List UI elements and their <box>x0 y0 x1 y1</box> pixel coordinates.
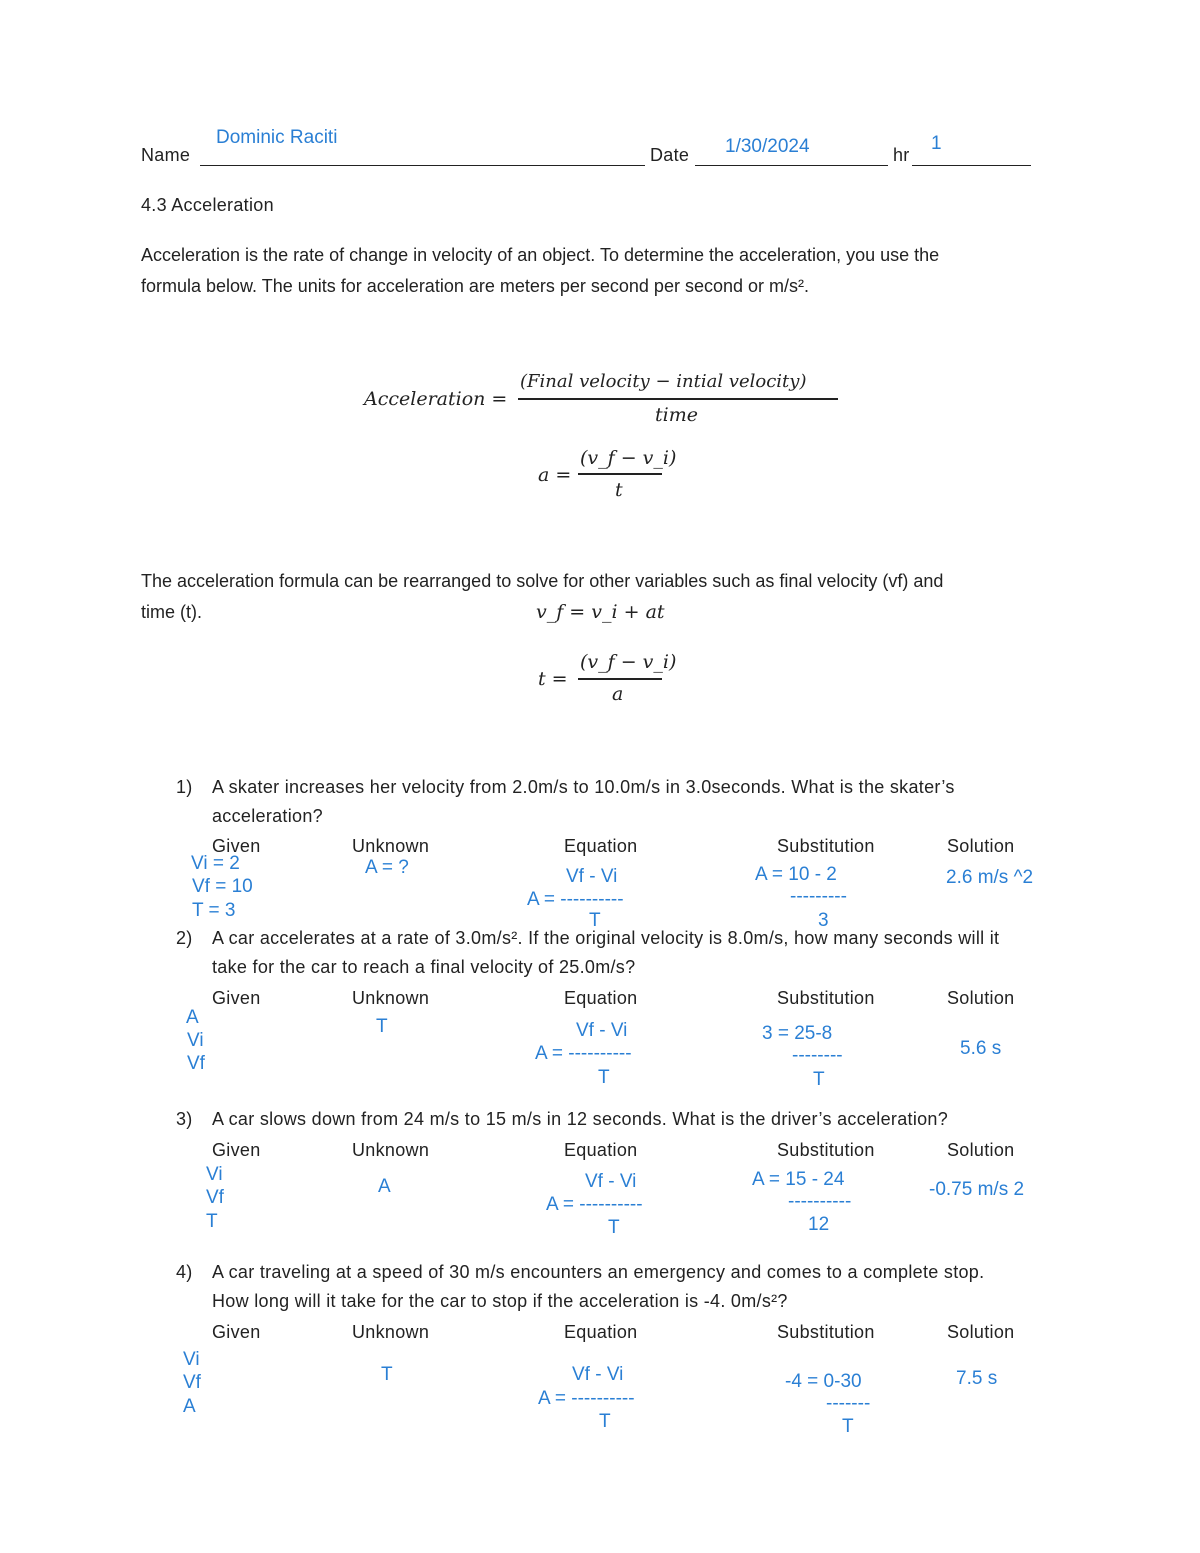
substitution-numerator[interactable]: A = 15 - 24 <box>752 1169 845 1190</box>
column-header-solution: Solution <box>947 1322 1015 1342</box>
formula-t-numerator: (v_f − v_i) <box>580 651 677 673</box>
problem-number: 4) <box>176 1262 193 1282</box>
substitution-fraction-line[interactable]: --------- <box>790 886 847 907</box>
substitution-fraction-line[interactable]: -------- <box>792 1045 843 1066</box>
problem-number: 2) <box>176 928 193 948</box>
problem-text-line: take for the car to reach a final velocity of 25.0m/s? <box>212 957 636 977</box>
equation-denominator[interactable]: T <box>598 1067 610 1088</box>
substitution-numerator[interactable]: 3 = 25-8 <box>762 1023 833 1044</box>
problem-text-line: A car accelerates at a rate of 3.0m/s². If the original velocity is 8.0m/s, how many seconds will it <box>212 928 1000 948</box>
problem-text-line: A car slows down from 24 m/s to 15 m/s in 12 seconds. What is the driver’s acceleration? <box>212 1109 949 1129</box>
formula-t-denominator: a <box>612 683 624 705</box>
problem-text-line: A skater increases her velocity from 2.0m/s to 10.0m/s in 3.0seconds. What is the skater’s <box>212 777 955 797</box>
rearrange-line-2: time (t). <box>141 602 202 622</box>
formula-a-lhs: a = <box>538 464 572 486</box>
hr-underline <box>912 165 1031 166</box>
column-header-substitution: Substitution <box>777 1140 875 1160</box>
substitution-fraction-line[interactable]: ------- <box>826 1393 871 1414</box>
unknown-entry[interactable]: T <box>376 1016 388 1037</box>
equation-lhs[interactable]: A = ---------- <box>546 1194 643 1215</box>
intro-line-2: formula below. The units for acceleration are meters per second per second or m/s². <box>141 276 809 296</box>
problem-text-line: How long will it take for the car to stop if the acceleration is -4. 0m/s²? <box>212 1291 788 1311</box>
given-entry[interactable]: A <box>186 1007 199 1028</box>
column-header-unknown: Unknown <box>352 836 430 856</box>
column-header-unknown: Unknown <box>352 1322 430 1342</box>
given-entry[interactable]: Vi <box>183 1349 200 1370</box>
substitution-denominator[interactable]: 3 <box>818 910 829 931</box>
column-header-substitution: Substitution <box>777 836 875 856</box>
column-header-given: Given <box>212 1140 261 1160</box>
column-header-given: Given <box>212 988 261 1008</box>
formula-t-lhs: t = <box>538 668 568 690</box>
column-header-equation: Equation <box>564 1140 638 1160</box>
unknown-entry[interactable]: A <box>378 1176 391 1197</box>
substitution-denominator[interactable]: T <box>813 1069 825 1090</box>
equation-denominator[interactable]: T <box>589 910 601 931</box>
solution-entry[interactable]: 7.5 s <box>956 1368 998 1389</box>
formula-a-numerator: (v_f − v_i) <box>580 447 677 469</box>
column-header-substitution: Substitution <box>777 1322 875 1342</box>
equation-denominator[interactable]: T <box>608 1217 620 1238</box>
problem-text-line: acceleration? <box>212 806 323 826</box>
formula-t-fraction-bar <box>578 678 662 680</box>
unknown-entry[interactable]: T <box>381 1364 393 1385</box>
equation-denominator[interactable]: T <box>599 1411 611 1432</box>
equation-numerator[interactable]: Vf - Vi <box>572 1364 624 1385</box>
column-header-solution: Solution <box>947 988 1015 1008</box>
column-header-equation: Equation <box>564 988 638 1008</box>
given-entry[interactable]: Vf <box>187 1053 205 1074</box>
substitution-numerator[interactable]: -4 = 0-30 <box>785 1371 862 1392</box>
name-field[interactable]: Dominic Raciti <box>216 127 338 148</box>
column-header-equation: Equation <box>564 1322 638 1342</box>
given-entry[interactable]: T = 3 <box>192 900 236 921</box>
formula-acceleration-numerator: (Final velocity − intial velocity) <box>520 371 807 392</box>
given-entry[interactable]: Vi <box>206 1164 223 1185</box>
given-entry[interactable]: Vi = 2 <box>191 853 240 874</box>
formula-a-denominator: t <box>615 479 623 501</box>
column-header-solution: Solution <box>947 836 1015 856</box>
date-underline <box>695 165 888 166</box>
column-header-given: Given <box>212 1322 261 1342</box>
formula-acceleration-denominator: time <box>655 404 698 426</box>
solution-entry[interactable]: 5.6 s <box>960 1038 1002 1059</box>
column-header-given: Given <box>212 836 261 856</box>
equation-numerator[interactable]: Vf - Vi <box>576 1020 628 1041</box>
substitution-denominator[interactable]: 12 <box>808 1214 830 1235</box>
column-header-solution: Solution <box>947 1140 1015 1160</box>
section-title: 4.3 Acceleration <box>141 195 274 215</box>
problem-text-line: A car traveling at a speed of 30 m/s encounters an emergency and comes to a complete stop. <box>212 1262 985 1282</box>
unknown-entry[interactable]: A = ? <box>365 857 409 878</box>
equation-numerator[interactable]: Vf - Vi <box>585 1171 637 1192</box>
name-label: Name <box>141 145 191 165</box>
hr-label: hr <box>893 145 910 165</box>
date-field[interactable]: 1/30/2024 <box>725 136 810 157</box>
solution-entry[interactable]: -0.75 m/s 2 <box>929 1179 1025 1200</box>
substitution-fraction-line[interactable]: ---------- <box>788 1191 852 1212</box>
name-underline <box>200 165 645 166</box>
formula-acceleration-lhs: Acceleration = <box>364 388 508 410</box>
problem-number: 3) <box>176 1109 193 1129</box>
column-header-unknown: Unknown <box>352 1140 430 1160</box>
formula-vf: v_f = v_i + at <box>536 601 665 623</box>
intro-line-1: Acceleration is the rate of change in velocity of an object. To determine the acceleration, you use the <box>141 245 940 265</box>
column-header-unknown: Unknown <box>352 988 430 1008</box>
given-entry[interactable]: Vi <box>187 1030 204 1051</box>
equation-lhs[interactable]: A = ---------- <box>535 1043 632 1064</box>
solution-entry[interactable]: 2.6 m/s ^2 <box>946 867 1034 888</box>
column-header-equation: Equation <box>564 836 638 856</box>
equation-lhs[interactable]: A = ---------- <box>538 1388 635 1409</box>
given-entry[interactable]: Vf = 10 <box>192 876 253 897</box>
given-entry[interactable]: Vf <box>183 1372 201 1393</box>
equation-numerator[interactable]: Vf - Vi <box>566 866 618 887</box>
given-entry[interactable]: A <box>183 1396 196 1417</box>
equation-lhs[interactable]: A = ---------- <box>527 889 624 910</box>
problem-number: 1) <box>176 777 193 797</box>
column-header-substitution: Substitution <box>777 988 875 1008</box>
formula-a-fraction-bar <box>578 473 662 475</box>
rearrange-line-1: The acceleration formula can be rearranged to solve for other variables such as final velocity (vf) and <box>141 571 944 591</box>
hr-field[interactable]: 1 <box>931 133 942 154</box>
given-entry[interactable]: Vf <box>206 1187 224 1208</box>
substitution-numerator[interactable]: A = 10 - 2 <box>755 864 837 885</box>
substitution-denominator[interactable]: T <box>842 1416 854 1437</box>
date-label: Date <box>650 145 690 165</box>
formula-acceleration-fraction-bar <box>518 398 838 400</box>
given-entry[interactable]: T <box>206 1211 218 1232</box>
